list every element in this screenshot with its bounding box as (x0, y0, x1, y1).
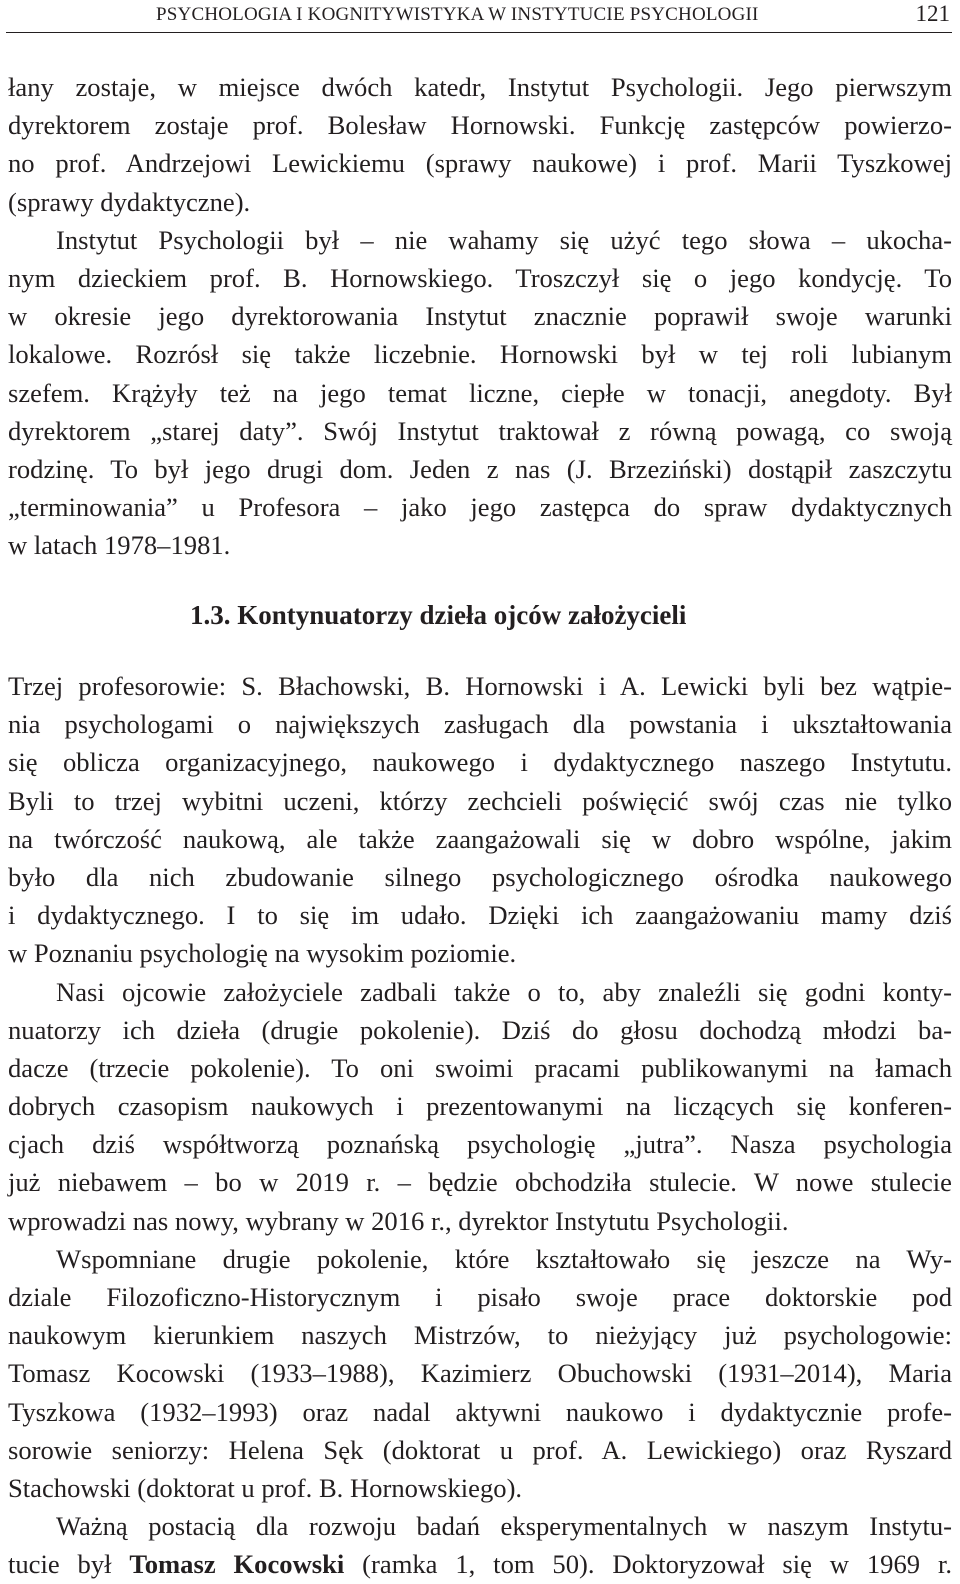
text-line: cjach dziś współtworzą poznańską psychologię „jutra”. Nasza psychologia (8, 1129, 952, 1160)
text-block-bottom (8, 667, 952, 1584)
text-line: w okresie jego dyrektorowania Instytut znacznie poprawił swoje warunki (8, 301, 952, 332)
page-number: 121 (915, 1, 950, 26)
text-line: dyrektorem zostaje prof. Bolesław Hornowski. Funkcję zastępców powierzo- (8, 110, 952, 141)
text-line: no prof. Andrzejowi Lewickiemu (sprawy naukowe) i prof. Marii Tyszkowej (8, 148, 952, 179)
text-line: Tomasz Kocowski (1933–1988), Kazimierz Obuchowski (1931–2014), Maria (8, 1358, 952, 1389)
text-line: dacze (trzecie pokolenie). To oni swoimi pracami publikowanymi na łamach (8, 1052, 952, 1083)
text-line: Stachowski (doktorat u prof. B. Hornowskiego). (8, 1472, 523, 1503)
text-line: było dla nich zbudowanie silnego psychologicznego ośrodka naukowego (8, 861, 952, 892)
running-title: PSYCHOLOGIA I KOGNITYWISTYKA W INSTYTUCIE PSYCHOLOGII (156, 4, 759, 25)
text-line: Wspomniane drugie pokolenie, które kształtowało się jeszcze na Wy- (56, 1243, 952, 1274)
paragraph-4 (8, 973, 952, 1240)
text-line: Trzej profesorowie: S. Błachowski, B. Hornowski i A. Lewicki byli bez wątpie- (8, 671, 952, 701)
paragraph-5 (8, 1240, 952, 1507)
text-line: „terminowania” u Profesora – jako jego zastępca do spraw dydaktycznych (8, 492, 952, 523)
text-line: Byli to trzej wybitni uczeni, którzy zechcieli poświęcić swój czas nie tylko (8, 785, 952, 816)
text-line: Tyszkowa (1932–1993) oraz nadal aktywni naukowo i dydaktycznie profe- (8, 1396, 952, 1427)
text-line: nia psychologami o największych zasługach dla powstania i ukształtowania (8, 709, 952, 740)
paragraph-6 (8, 1507, 952, 1583)
paragraph-2 (8, 221, 952, 565)
text-line: się oblicza organizacyjnego, naukowego i dydaktycznego naszego Instytutu. (8, 747, 952, 778)
text-line: nuatorzy ich dzieła (drugie pokolenie). Dziś do głosu dochodzą młodzi ba- (8, 1014, 952, 1045)
text-line: już niebawem – bo w 2019 r. – będzie obchodziła stulecie. W nowe stulecie (8, 1167, 952, 1198)
running-head (6, 0, 952, 33)
text-line: wprowadzi nas nowy, wybrany w 2016 r., dyrektor Instytutu Psychologii. (8, 1205, 789, 1236)
text-line: i dydaktycznego. I to się im udało. Dzięki ich zaangażowaniu mamy dziś (8, 900, 952, 931)
bold-name: Tomasz Kocowski (129, 1549, 345, 1580)
paragraph-1 (8, 68, 952, 221)
text-line: na twórczość naukową, ale także zaangażowali się w dobro wspólne, jakim (8, 823, 952, 854)
text-line: nym dzieckiem prof. B. Hornowskiego. Troszczył się o jego kondycję. To (8, 262, 952, 293)
text-line: sorowie seniorzy: Helena Sęk (doktorat u prof. A. Lewickiego) oraz Ryszard (8, 1434, 952, 1465)
text-line: łany zostaje, w miejsce dwóch katedr, Instytut Psychologii. Jego pierwszym (8, 72, 952, 102)
text-line: w Poznaniu psychologię na wysokim poziomie. (8, 938, 517, 969)
text-line: dyrektorem „starej daty”. Swój Instytut traktował z równą powagą, co swoją (8, 415, 952, 446)
text-line: Instytut Psychologii był – nie wahamy się użyć tego słowa – ukocha- (56, 224, 952, 255)
text-line (8, 1545, 952, 1583)
text-block-top (8, 68, 952, 564)
text-line: Nasi ojcowie założyciele zadbali także o to, aby znaleźli się godni konty- (56, 976, 952, 1007)
text-line: w latach 1978–1981. (8, 530, 231, 561)
text-fragment: (ramka 1, tom 50). Doktoryzował się w 1969 r. (344, 1549, 952, 1580)
section-heading: 1.3. Kontynuatorzy dzieła ojców założycieli (190, 600, 687, 630)
text-fragment: tucie był (8, 1549, 130, 1580)
text-line: dziale Filozoficzno-Historycznym i pisało swoje prace doktorskie pod (8, 1282, 952, 1312)
text-line: naukowym kierunkiem naszych Mistrzów, to nieżyjący już psychologowie: (8, 1320, 952, 1351)
text-line: (sprawy dydaktyczne). (8, 186, 251, 217)
text-line: rodzinę. To był jego drugi dom. Jeden z nas (J. Brzeziński) dostąpił zaszczytu (8, 453, 952, 484)
text-line: szefem. Krążyły też na jego temat liczne, ciepłe w tonacji, anegdoty. Był (8, 377, 952, 408)
text-line: Ważną postacią dla rozwoju badań eksperymentalnych w naszym Instytu- (56, 1511, 952, 1542)
text-line: dobrych czasopism naukowych i prezentowanymi na liczących się konferen- (8, 1091, 952, 1122)
paragraph-3 (8, 667, 952, 973)
text-line: lokalowe. Rozrósł się także liczebnie. Hornowski był w tej roli lubianym (8, 339, 952, 370)
